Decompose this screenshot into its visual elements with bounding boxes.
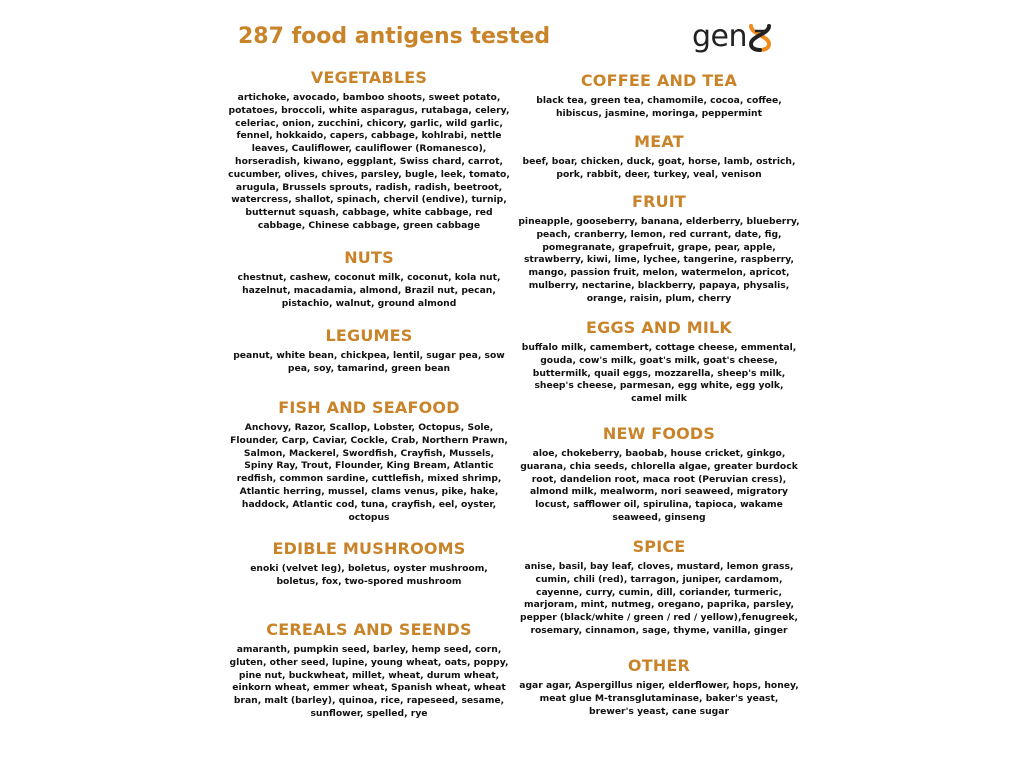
section-heading: SPICE (632, 537, 686, 556)
section-other (518, 656, 800, 718)
logo-text: gen (692, 19, 748, 54)
section-items: black tea, green tea, chamomile, cocoa, coffee, hibiscus, jasmine, moringa, peppermint (536, 95, 782, 119)
logo (692, 19, 772, 54)
section-items: anise, basil, bay leaf, cloves, mustard, lemon grass, cumin, chili (red), tarragon, juniper, cardamom, cayenne, curry, cumin, dill, coriander, turmeric, marjoram, mint, nutmeg, oregano, paprika, parsley, pepper (black/white / green / red / yellow),fenugreek, rosemary, cinnamon, sage, thyme, vanilla, ginger (520, 561, 798, 636)
section-items: peanut, white bean, chickpea, lentil, sugar pea, sow pea, soy, tamarind, green bean (233, 350, 505, 374)
section-items: enoki (velvet leg), boletus, oyster mushroom, boletus, fox, two-spored mushroom (250, 563, 488, 587)
section-fruit (518, 192, 800, 306)
section-coffee-and-tea (518, 71, 800, 121)
section-items: amaranth, pumpkin seed, barley, hemp seed, corn, gluten, other seed, lupine, young wheat, oats, poppy, pine nut, buckwheat, millet, wheat, durum wheat, einkorn wheat, emmer wheat, Spanish wheat, wheat bran, malt (barley), quinoa, rice, rapeseed, sesame, sunflower, spelled, rye (229, 644, 509, 719)
section-fish-and-seafood (228, 398, 510, 524)
section-items: buffalo milk, camembert, cottage cheese, emmental, gouda, cow's milk, goat's milk, goat's cheese, buttermilk, quail eggs, mozzarella, sheep's milk, sheep's cheese, parmesan, egg white, egg yolk, camel milk (521, 342, 797, 405)
section-heading: COFFEE AND TEA (580, 71, 738, 90)
section-nuts (228, 248, 510, 310)
section-heading: NUTS (344, 248, 394, 267)
section-heading: OTHER (627, 656, 691, 675)
section-items: agar agar, Aspergillus niger, elderflower, hops, honey, meat glue M-transglutaminase, baker's yeast, brewer's yeast, cane sugar (519, 680, 799, 717)
section-eggs-and-milk (518, 318, 800, 406)
dna-helix-icon (748, 24, 772, 52)
section-heading: FRUIT (631, 192, 687, 211)
page-title: 287 food antigens tested (238, 24, 551, 49)
section-items: Anchovy, Razor, Scallop, Lobster, Octopus, Sole, Flounder, Carp, Caviar, Cockle, Crab, Northern Prawn, Salmon, Mackerel, Swordfish, Crayfish, Mussels, Spiny Ray, Trout, Flounder, King Bream, Atlantic redfish, common sardine, cuttlefish, mixed shrimp, Atlantic herring, mussel, clams venus, pike, hake, haddock, Atlantic cod, tuna, crayfish, eel, oyster, octopus (230, 422, 508, 523)
section-heading: LEGUMES (325, 326, 413, 345)
section-items: aloe, chokeberry, baobab, house cricket, ginkgo, guarana, chia seeds, chlorella algae, greater burdock root, dandelion root, maca root (Peruvian cress), almond milk, mealworm, nori seaweed, migratory locust, safflower oil, spirulina, tapioca, wakame seaweed, ginseng (520, 448, 798, 523)
section-edible-mushrooms (228, 539, 510, 589)
section-heading: CEREALS AND SEENDS (266, 620, 472, 639)
section-spice (518, 537, 800, 638)
section-new-foods (518, 424, 800, 525)
section-heading: EDIBLE MUSHROOMS (272, 539, 466, 558)
section-cereals-and-seeds (228, 620, 510, 721)
section-legumes (228, 326, 510, 376)
section-meat (518, 132, 800, 182)
section-heading: VEGETABLES (310, 68, 428, 87)
section-vegetables (228, 68, 510, 233)
section-items: chestnut, cashew, coconut milk, coconut, kola nut, hazelnut, macadamia, almond, Brazil nut, pecan, pistachio, walnut, ground almond (237, 272, 501, 309)
section-heading: MEAT (634, 132, 684, 151)
section-items: beef, boar, chicken, duck, goat, horse, lamb, ostrich, pork, rabbit, deer, turkey, veal, venison (522, 156, 796, 180)
section-heading: EGGS AND MILK (586, 318, 732, 337)
section-items: pineapple, gooseberry, banana, elderberry, blueberry, peach, cranberry, lemon, red currant, date, fig, pomegranate, grapefruit, grape, pear, apple, strawberry, kiwi, lime, lychee, tangerine, raspberry, mango, passion fruit, melon, watermelon, apricot, mulberry, nectarine, blackberry, papaya, physalis, orange, raisin, plum, cherry (518, 216, 800, 304)
section-items: artichoke, avocado, bamboo shoots, sweet potato, potatoes, broccoli, white asparagus, rutabaga, celery, celeriac, onion, zucchini, chicory, garlic, wild garlic, fennel, hokkaido, capers, cabbage, kohlrabi, nettle leaves, Cauliflower, cauliflower (Romanesco), horseradish, kiwano, eggplant, Swiss chard, carrot, cucumber, olives, chives, parsley, bugle, leek, tomato, arugula, Brussels sprouts, radish, radish, beetroot, watercress, shallot, spinach, chervil (endive), turnip, butternut squash, cabbage, white cabbage, red cabbage, Chinese cabbage, green cabbage (228, 92, 510, 231)
section-heading: FISH AND SEAFOOD (278, 398, 460, 417)
section-heading: NEW FOODS (602, 424, 716, 443)
